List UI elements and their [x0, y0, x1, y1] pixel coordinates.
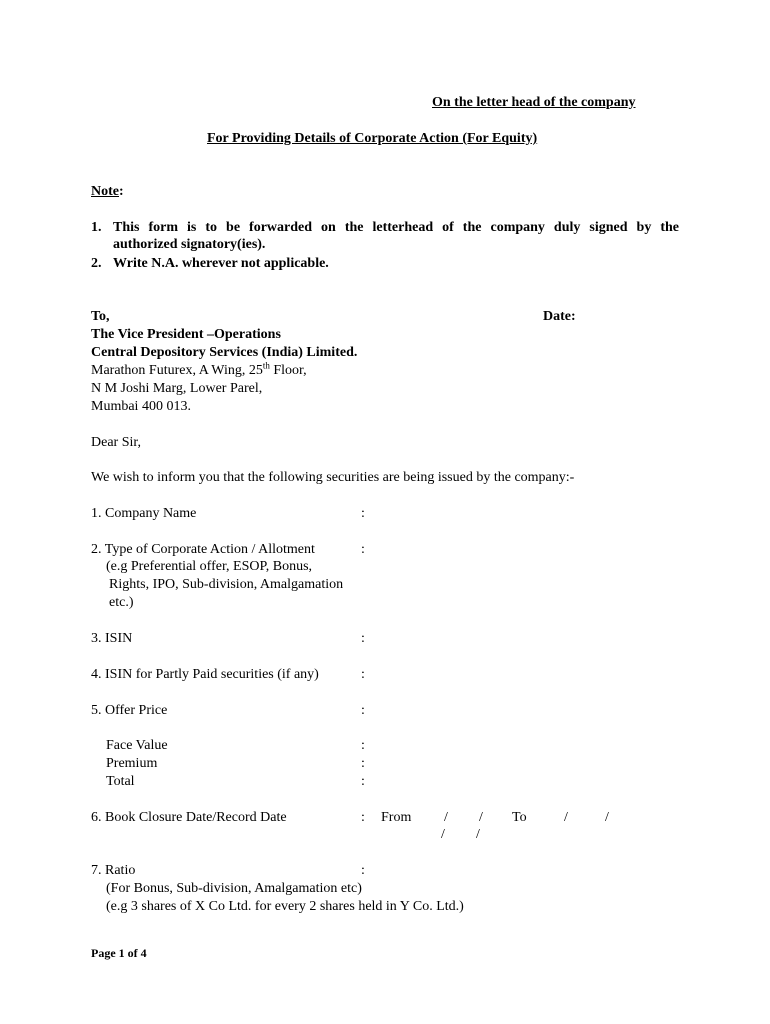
field-isin-partly-colon: : — [361, 667, 365, 682]
address-line-3 — [91, 362, 307, 380]
address-line-1: The Vice President –Operations — [91, 327, 281, 342]
note-label: Note — [91, 184, 119, 199]
field-face-value-colon: : — [361, 738, 365, 753]
note-item-1-line2: authorized signatory(ies). — [113, 237, 266, 252]
field-isin-partly-label: 4. ISIN for Partly Paid securities (if any) — [91, 667, 319, 682]
field-book-closure-label: 6. Book Closure Date/Record Date — [91, 810, 287, 825]
field-face-value-label: Face Value — [106, 738, 168, 753]
letterhead-note: On the letter head of the company — [432, 95, 636, 110]
field-ratio-label: 7. Ratio — [91, 863, 136, 878]
note-colon: : — [119, 184, 124, 199]
field-isin-colon: : — [361, 631, 365, 646]
address-line-2: Central Depository Services (India) Limited. — [91, 345, 358, 360]
to-date-slash-3: / — [441, 827, 445, 842]
field-offer-price-label: 5. Offer Price — [91, 703, 168, 718]
field-ratio-hint-1: (For Bonus, Sub-division, Amalgamation etc) — [106, 881, 362, 896]
from-date-slash-1: / — [444, 810, 448, 825]
note-item-1-num: 1. — [91, 220, 102, 235]
date-label: Date: — [543, 309, 576, 324]
address-line-3-sup: th — [262, 360, 270, 371]
field-type-action-hint-1: (e.g Preferential offer, ESOP, Bonus, — [106, 559, 313, 574]
field-type-action-colon: : — [361, 542, 365, 557]
book-closure-from-label: From — [381, 810, 412, 825]
field-premium-colon: : — [361, 756, 365, 771]
to-date-slash-2: / — [605, 810, 609, 825]
note-item-2-line1: Write N.A. wherever not applicable. — [113, 256, 329, 271]
address-to: To, — [91, 309, 110, 324]
note-heading — [91, 183, 124, 201]
page-number: Page 1 of 4 — [91, 946, 147, 960]
note-item-2-num: 2. — [91, 256, 102, 271]
field-premium-label: Premium — [106, 756, 158, 771]
address-line-3-post: Floor, — [269, 363, 307, 378]
intro-text: We wish to inform you that the following securities are being issued by the company:- — [91, 470, 575, 485]
address-line-5: Mumbai 400 013. — [91, 399, 191, 414]
salutation: Dear Sir, — [91, 435, 141, 450]
field-offer-price-colon: : — [361, 703, 365, 718]
field-company-name-colon: : — [361, 506, 365, 521]
address-line-3-text: Marathon Futurex, A Wing, 25 — [91, 363, 263, 378]
field-isin-label: 3. ISIN — [91, 631, 133, 646]
to-date-slash-1: / — [564, 810, 568, 825]
field-book-closure-colon: : — [361, 810, 365, 825]
book-closure-to-label: To — [512, 810, 527, 825]
field-type-action-hint-3: etc.) — [109, 595, 134, 610]
field-company-name-label: 1. Company Name — [91, 506, 197, 521]
address-line-4: N M Joshi Marg, Lower Parel, — [91, 381, 263, 396]
field-ratio-colon: : — [361, 863, 365, 878]
note-item-1-line1: This form is to be forwarded on the letterhead of the company duly signed by the — [113, 220, 679, 235]
from-date-slash-2: / — [479, 810, 483, 825]
to-date-slash-4: / — [476, 827, 480, 842]
field-ratio-hint-2: (e.g 3 shares of X Co Ltd. for every 2 shares held in Y Co. Ltd.) — [106, 899, 464, 914]
field-type-action-label: 2. Type of Corporate Action / Allotment — [91, 542, 315, 557]
form-title: For Providing Details of Corporate Action (For Equity) — [207, 131, 538, 146]
field-total-colon: : — [361, 774, 365, 789]
field-type-action-hint-2: Rights, IPO, Sub-division, Amalgamation — [109, 577, 344, 592]
field-total-label: Total — [106, 774, 135, 789]
